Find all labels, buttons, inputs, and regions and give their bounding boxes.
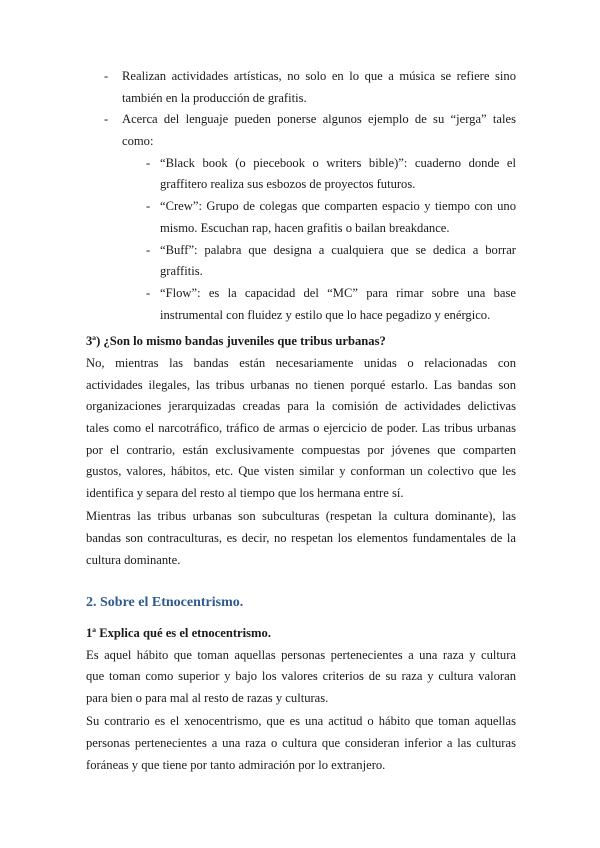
text-line: Es aquel hábito que toman aquellas personas pertenecientes a una raza y cultura (86, 647, 516, 662)
text-line: “Black book (o piecebook o writers bible)”: cuaderno donde el (160, 155, 516, 170)
question-heading (86, 623, 516, 645)
section-heading (86, 592, 516, 614)
question-heading (86, 331, 516, 353)
bullet-item (86, 66, 516, 109)
paragraph (86, 645, 516, 710)
text-line: también en la producción de grafitis. (122, 90, 307, 105)
text-line: Acerca del lenguaje pueden ponerse algunos ejemplo de su “jerga” tales (122, 112, 516, 127)
text-line: 3ª) ¿Son lo mismo bandas juveniles que tribus urbanas? (86, 334, 386, 349)
text-line: “Buff”: palabra que designa a cualquiera que se dedica a borrar (160, 242, 516, 257)
bullet-item (86, 240, 516, 283)
bullet-item (86, 196, 516, 239)
text-line: por el contrario, están exclusivamente compuestas por jóvenes que comparten (86, 442, 516, 457)
bullet-item (86, 109, 516, 152)
text-line: identifica y separa del resto al tiempo que los hermana entre sí. (86, 486, 404, 501)
text-line: Mientras las tribus urbanas son subculturas (respetan la cultura dominante), las (86, 509, 516, 524)
text-line: 1ª Explica qué es el etnocentrismo. (86, 626, 271, 640)
text-line: Realizan actividades artísticas, no solo en lo que a música se refiere sino (122, 69, 516, 83)
bullet-dash: - (146, 242, 151, 257)
text-line: 2. Sobre el Etnocentrismo. (86, 595, 244, 611)
text-line: que toman como superior y bajo los valores criterios de su raza y cultura valoran (86, 669, 516, 684)
text-line: “Flow”: es la capacidad del “MC” para rimar sobre una base (160, 285, 516, 300)
text-line: graffitis. (160, 264, 203, 279)
bullet-dash: - (104, 112, 109, 127)
text-line: bandas son contraculturas, es decir, no respetan los elementos fundamentales de la (86, 530, 516, 545)
text-line: para bien o para mal al resto de razas y culturas. (86, 691, 329, 706)
paragraph (86, 711, 516, 776)
bullet-dash: - (146, 199, 151, 214)
bullet-dash: - (146, 155, 151, 170)
text-line: cultura dominante. (86, 552, 181, 567)
text-line: personas pertenecientes a una raza o cultura que consideran inferior a las culturas (86, 735, 516, 750)
text-line: tales como el narcotráfico, tráfico de armas o ejercicio de poder. Las tribus urbanas (86, 421, 516, 435)
text-line: mismo. Escuchan rap, hacen grafitis o bailan breakdance. (160, 220, 450, 235)
paragraph (86, 353, 516, 505)
text-line: foráneas y que tiene por tanto admiración por lo extranjero. (86, 757, 386, 772)
text-line: Su contrario es el xenocentrismo, que es una actitud o hábito que toman aquellas (86, 714, 516, 729)
bullet-dash: - (104, 69, 109, 83)
bullet-item (86, 153, 516, 196)
text-line: gustos, valores, hábitos, etc. Que visten similar y conforman un colectivo que les (86, 464, 516, 479)
text-line: No, mientras las bandas están necesariamente unidas o relacionadas con (86, 355, 516, 370)
text-line: “Crew”: Grupo de colegas que comparten espacio y tiempo con uno (160, 199, 516, 214)
text-line: como: (122, 134, 154, 149)
text-line: graffitero realiza sus esbozos de proyectos futuros. (160, 177, 416, 192)
document-page (86, 66, 516, 776)
bullet-dash: - (146, 285, 151, 300)
text-line: organizaciones jerarquizadas creadas para la comisión de actividades delictivas (86, 399, 516, 414)
bullet-item (86, 283, 516, 326)
text-line: instrumental con fluidez y estilo que lo hace pegadizo y enérgico. (160, 307, 491, 322)
paragraph (86, 506, 516, 571)
text-line: actividades ilegales, las tribus urbanas no tienen porqué estarlo. Las bandas son (86, 377, 516, 392)
